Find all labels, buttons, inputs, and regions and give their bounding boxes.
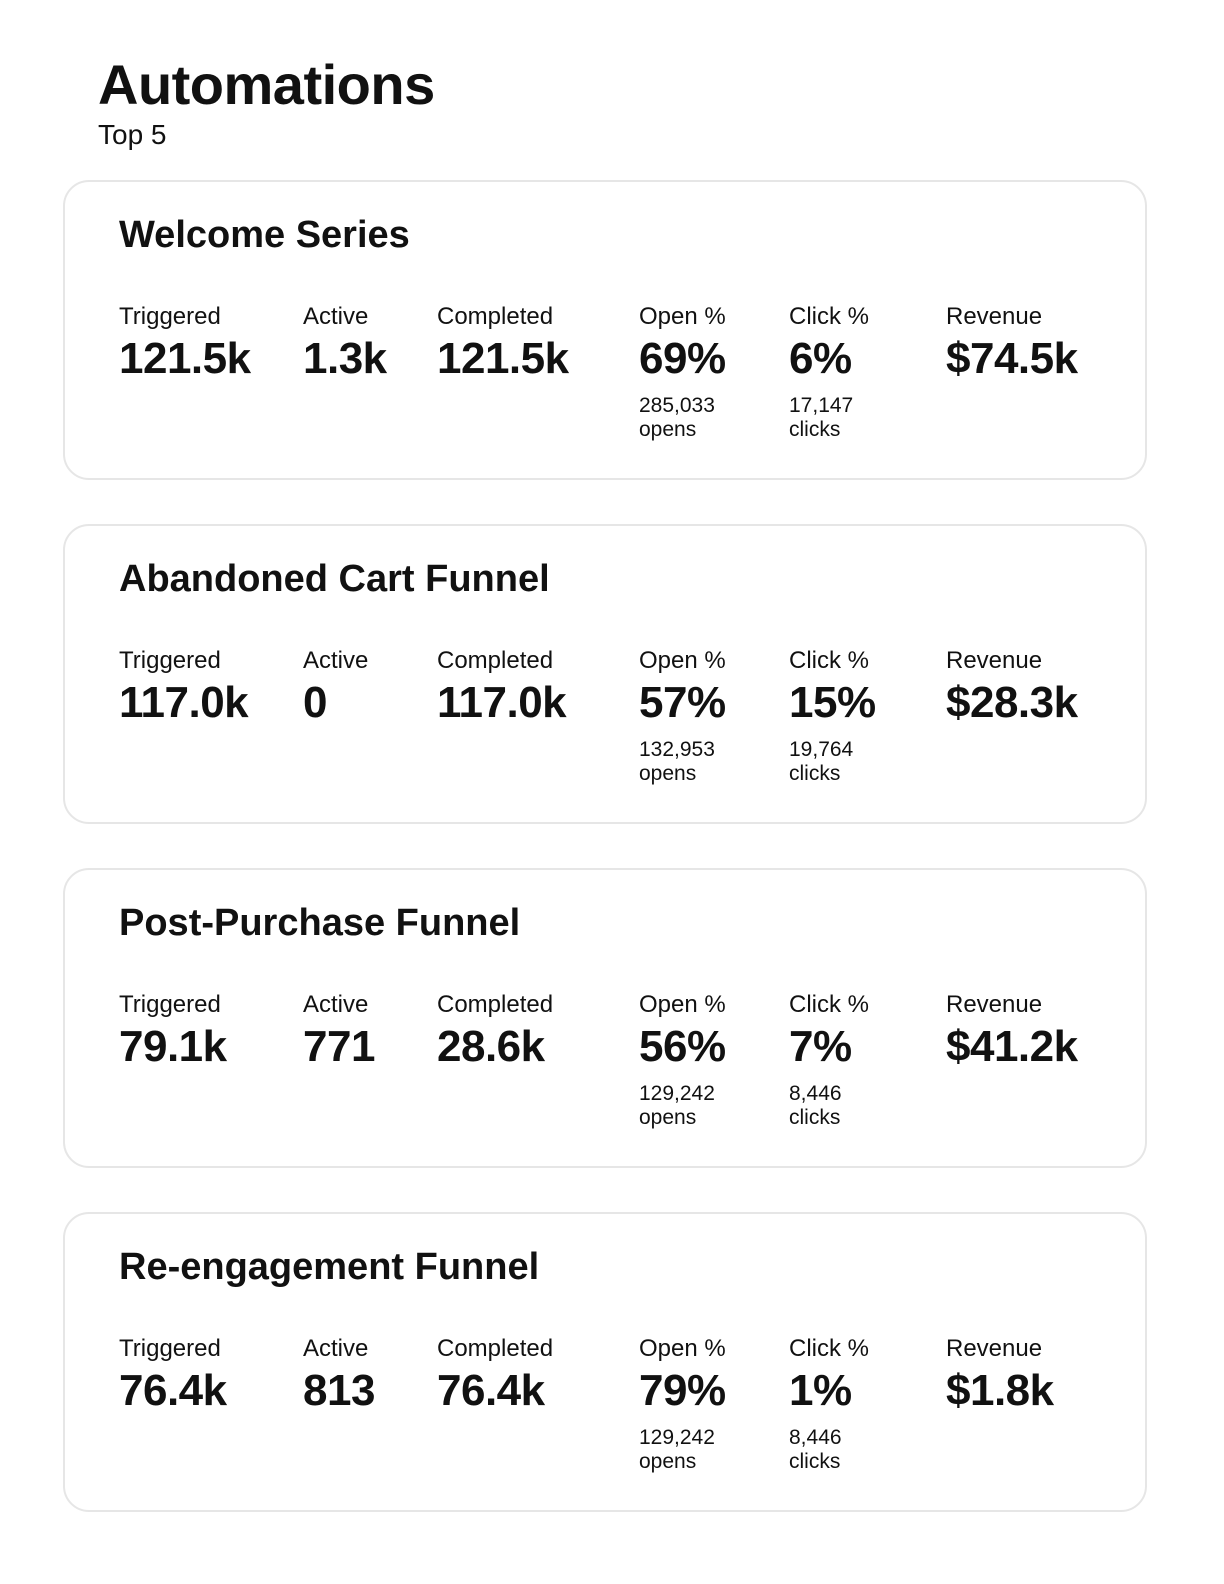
clicks-unit: clicks (789, 1450, 841, 1473)
metric-active (303, 302, 387, 384)
metric-click-rate (789, 302, 869, 442)
automation-name: Abandoned Cart Funnel (119, 558, 550, 600)
metric-label: Open % (639, 647, 726, 674)
metric-label: Open % (639, 991, 726, 1018)
metric-label: Completed (437, 647, 554, 674)
metric-triggered (119, 646, 248, 728)
opens-unit: opens (639, 418, 697, 441)
clicks-unit: clicks (789, 418, 841, 441)
metric-value: 0 (303, 678, 327, 727)
metric-revenue (946, 646, 1078, 728)
clicks-count: 8,446 (789, 1082, 842, 1105)
metric-value: 56% (639, 1022, 726, 1071)
metric-click-rate (789, 1334, 869, 1474)
metric-label: Revenue (946, 647, 1043, 674)
metric-completed (437, 646, 566, 728)
metric-triggered (119, 1334, 227, 1416)
clicks-unit: clicks (789, 762, 841, 785)
metric-value: $28.3k (946, 678, 1078, 727)
metric-label: Completed (437, 991, 554, 1018)
metric-value: 121.5k (437, 334, 569, 383)
metric-value: 28.6k (437, 1022, 545, 1071)
metric-label: Completed (437, 1335, 554, 1362)
opens-count: 132,953 (639, 738, 715, 761)
metric-open-rate (639, 990, 726, 1130)
metric-triggered (119, 990, 227, 1072)
automation-name: Re-engagement Funnel (119, 1246, 540, 1288)
metric-value: $1.8k (946, 1366, 1054, 1415)
page-subtitle: Top 5 (98, 119, 167, 150)
metric-value: 57% (639, 678, 726, 727)
opens-unit: opens (639, 1450, 697, 1473)
metric-value: 76.4k (119, 1366, 227, 1415)
metric-value: 1% (789, 1366, 852, 1415)
metric-value: 79% (639, 1366, 726, 1415)
metric-open-rate (639, 302, 726, 442)
automation-card-welcome-series (63, 180, 1147, 480)
opens-count: 129,242 (639, 1082, 715, 1105)
metric-label: Click % (789, 647, 870, 674)
metric-value: 76.4k (437, 1366, 545, 1415)
metric-label: Active (303, 991, 369, 1018)
metric-value: 79.1k (119, 1022, 227, 1071)
metric-value: 771 (303, 1022, 375, 1071)
metric-value: 6% (789, 334, 852, 383)
clicks-count: 8,446 (789, 1426, 842, 1449)
page-title: Automations (98, 53, 435, 116)
metric-label: Click % (789, 1335, 870, 1362)
metric-revenue (946, 990, 1078, 1072)
opens-count: 129,242 (639, 1426, 715, 1449)
metric-value: $41.2k (946, 1022, 1078, 1071)
automation-name: Welcome Series (119, 214, 410, 256)
metric-triggered (119, 302, 251, 384)
automation-card-abandoned-cart-funnel (63, 524, 1147, 824)
metric-label: Active (303, 303, 369, 330)
metric-label: Open % (639, 303, 726, 330)
metric-revenue (946, 302, 1078, 384)
metric-click-rate (789, 990, 869, 1130)
metric-value: 1.3k (303, 334, 387, 383)
metric-click-rate (789, 646, 876, 786)
metric-label: Click % (789, 303, 870, 330)
metric-label: Completed (437, 303, 554, 330)
metric-value: 813 (303, 1366, 375, 1415)
opens-count: 285,033 (639, 394, 715, 417)
metric-label: Revenue (946, 1335, 1043, 1362)
metric-label: Triggered (119, 991, 221, 1018)
clicks-count: 19,764 (789, 738, 854, 761)
metric-open-rate (639, 646, 726, 786)
metric-value: 7% (789, 1022, 852, 1071)
metric-label: Open % (639, 1335, 726, 1362)
clicks-count: 17,147 (789, 394, 854, 417)
metric-active (303, 646, 368, 728)
automation-card-re-engagement-funnel (63, 1212, 1147, 1512)
metric-open-rate (639, 1334, 726, 1474)
automation-name: Post-Purchase Funnel (119, 902, 521, 944)
metric-completed (437, 302, 569, 384)
metric-label: Triggered (119, 1335, 221, 1362)
metric-value: 117.0k (119, 678, 249, 727)
metric-active (303, 1334, 375, 1416)
metric-label: Triggered (119, 647, 221, 674)
metric-value: 117.0k (437, 678, 567, 727)
metric-label: Revenue (946, 303, 1043, 330)
metric-active (303, 990, 375, 1072)
metric-completed (437, 1334, 553, 1416)
metric-value: $74.5k (946, 334, 1078, 383)
metric-completed (437, 990, 553, 1072)
metric-label: Active (303, 647, 369, 674)
metric-label: Active (303, 1335, 369, 1362)
metric-label: Revenue (946, 991, 1043, 1018)
metric-value: 121.5k (119, 334, 251, 383)
metric-value: 15% (789, 678, 876, 727)
metric-label: Click % (789, 991, 870, 1018)
automation-card-post-purchase-funnel (63, 868, 1147, 1168)
opens-unit: opens (639, 762, 697, 785)
metric-label: Triggered (119, 303, 221, 330)
opens-unit: opens (639, 1106, 697, 1129)
clicks-unit: clicks (789, 1106, 841, 1129)
metric-value: 69% (639, 334, 726, 383)
metric-revenue (946, 1334, 1054, 1416)
